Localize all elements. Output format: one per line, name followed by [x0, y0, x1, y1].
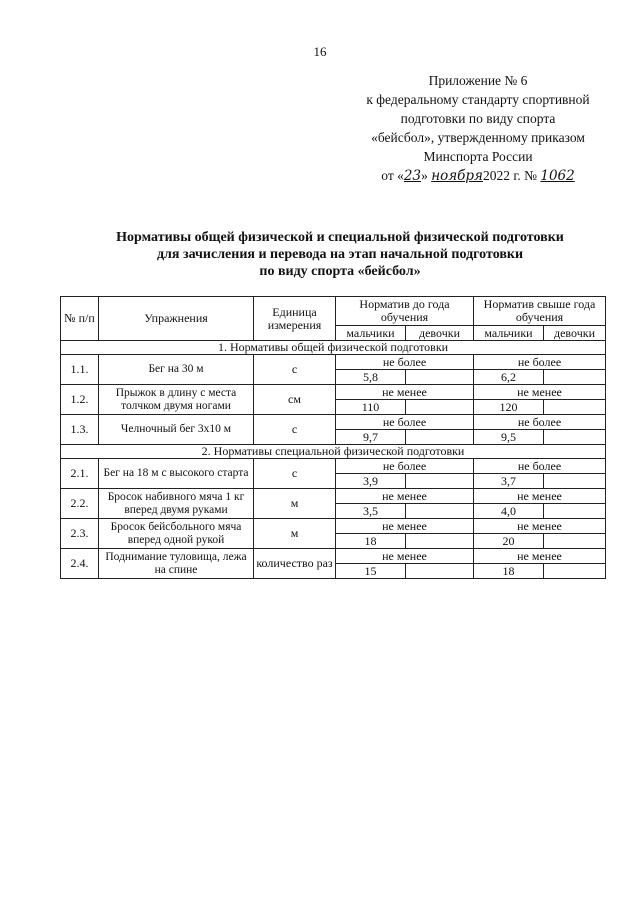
exercise-name: Бег на 30 м	[99, 355, 254, 385]
value-up-to-year-boys: 15	[336, 564, 406, 579]
condition-up-to-year: не более	[336, 355, 474, 370]
exercise-name: Бросок бейсбольного мяча вперед одной рукой	[99, 519, 254, 549]
condition-up-to-year: не менее	[336, 519, 474, 534]
norms-table	[60, 296, 606, 579]
value-over-year-girls	[544, 564, 606, 579]
value-up-to-year-girls	[406, 534, 474, 549]
section-title: 2. Нормативы специальной физической подготовки	[61, 445, 606, 459]
section-title: 1. Нормативы общей физической подготовки	[61, 341, 606, 355]
unit: с	[254, 355, 336, 385]
exercise-name: Прыжок в длину с места толчком двумя ногами	[99, 385, 254, 415]
condition-up-to-year: не более	[336, 415, 474, 430]
value-over-year-girls	[544, 474, 606, 489]
condition-over-year: не более	[474, 459, 606, 474]
row-number: 1.1.	[61, 355, 99, 385]
condition-up-to-year: не менее	[336, 549, 474, 564]
condition-over-year: не менее	[474, 549, 606, 564]
table-row	[61, 489, 606, 504]
value-over-year-boys: 18	[474, 564, 544, 579]
section-row	[61, 445, 606, 459]
header-unit: Единица измерения	[254, 297, 336, 341]
header-girls: девочки	[544, 326, 606, 341]
value-over-year-boys: 4,0	[474, 504, 544, 519]
table-row	[61, 549, 606, 564]
value-over-year-boys: 3,7	[474, 474, 544, 489]
value-up-to-year-girls	[406, 400, 474, 415]
value-over-year-girls	[544, 370, 606, 385]
exercise-name: Поднимание туловища, лежа на спине	[99, 549, 254, 579]
unit: количество раз	[254, 549, 336, 579]
header-up-to-year: Норматив до года обучения	[336, 297, 474, 326]
value-over-year-girls	[544, 430, 606, 445]
appendix-line: «бейсбол», утвержденному приказом	[371, 130, 585, 145]
table-row	[61, 519, 606, 534]
exercise-name: Бросок набивного мяча 1 кг вперед двумя руками	[99, 489, 254, 519]
value-over-year-boys: 20	[474, 534, 544, 549]
value-up-to-year-boys: 3,9	[336, 474, 406, 489]
value-up-to-year-girls	[406, 564, 474, 579]
exercise-name: Бег на 18 м с высокого старта	[99, 459, 254, 489]
value-up-to-year-boys: 3,5	[336, 504, 406, 519]
condition-over-year: не менее	[474, 385, 606, 400]
row-number: 1.2.	[61, 385, 99, 415]
title-line: Нормативы общей физической и специальной физической подготовки	[116, 230, 564, 245]
table-row	[61, 415, 606, 430]
value-over-year-girls	[544, 534, 606, 549]
value-over-year-boys: 9,5	[474, 430, 544, 445]
appendix-line: к федеральному стандарту спортивной	[366, 92, 590, 107]
row-number: 2.2.	[61, 489, 99, 519]
unit: см	[254, 385, 336, 415]
table-row	[61, 459, 606, 474]
table-body	[61, 341, 606, 579]
appendix-line: Приложение № 6	[428, 73, 528, 88]
exercise-name: Челночный бег 3х10 м	[99, 415, 254, 445]
value-over-year-girls	[544, 400, 606, 415]
table-row	[61, 385, 606, 400]
appendix-line: подготовки по виду спорта	[400, 111, 556, 126]
header-girls: девочки	[406, 326, 474, 341]
value-up-to-year-boys: 110	[336, 400, 406, 415]
condition-over-year: не более	[474, 415, 606, 430]
order-number-handwritten: 1062	[540, 168, 575, 184]
value-up-to-year-boys: 5,8	[336, 370, 406, 385]
appendix-block	[348, 71, 608, 186]
value-up-to-year-boys: 9,7	[336, 430, 406, 445]
unit: м	[254, 489, 336, 519]
row-number: 2.4.	[61, 549, 99, 579]
header-boys: мальчики	[474, 326, 544, 341]
date-day-handwritten: 23	[403, 168, 422, 184]
condition-up-to-year: не более	[336, 459, 474, 474]
value-over-year-boys: 6,2	[474, 370, 544, 385]
header-num: № п/п	[61, 297, 99, 341]
value-up-to-year-girls	[406, 474, 474, 489]
condition-over-year: не менее	[474, 489, 606, 504]
condition-up-to-year: не менее	[336, 489, 474, 504]
appendix-line: Минспорта России	[423, 149, 533, 164]
date-year: 2022 г. №	[482, 168, 537, 183]
date-prefix: от «	[381, 168, 404, 183]
row-number: 1.3.	[61, 415, 99, 445]
title-line: по виду спорта «бейсбол»	[259, 264, 421, 279]
order-date-line	[348, 166, 608, 186]
document-title	[0, 229, 640, 280]
condition-over-year: не менее	[474, 519, 606, 534]
row-number: 2.3.	[61, 519, 99, 549]
unit: с	[254, 459, 336, 489]
section-row	[61, 341, 606, 355]
value-up-to-year-girls	[406, 370, 474, 385]
value-up-to-year-girls	[406, 504, 474, 519]
unit: с	[254, 415, 336, 445]
date-month-handwritten: ноября	[431, 168, 483, 184]
value-over-year-girls	[544, 504, 606, 519]
header-over-year: Норматив свыше года обучения	[474, 297, 606, 326]
value-over-year-boys: 120	[474, 400, 544, 415]
header-exercise: Упражнения	[99, 297, 254, 341]
value-up-to-year-boys: 18	[336, 534, 406, 549]
value-up-to-year-girls	[406, 430, 474, 445]
unit: м	[254, 519, 336, 549]
condition-over-year: не более	[474, 355, 606, 370]
header-boys: мальчики	[336, 326, 406, 341]
condition-up-to-year: не менее	[336, 385, 474, 400]
title-line: для зачисления и перевода на этап начальной подготовки	[156, 247, 524, 262]
table-row	[61, 355, 606, 370]
date-mid: »	[421, 168, 428, 183]
page-number: 16	[313, 44, 327, 59]
row-number: 2.1.	[61, 459, 99, 489]
